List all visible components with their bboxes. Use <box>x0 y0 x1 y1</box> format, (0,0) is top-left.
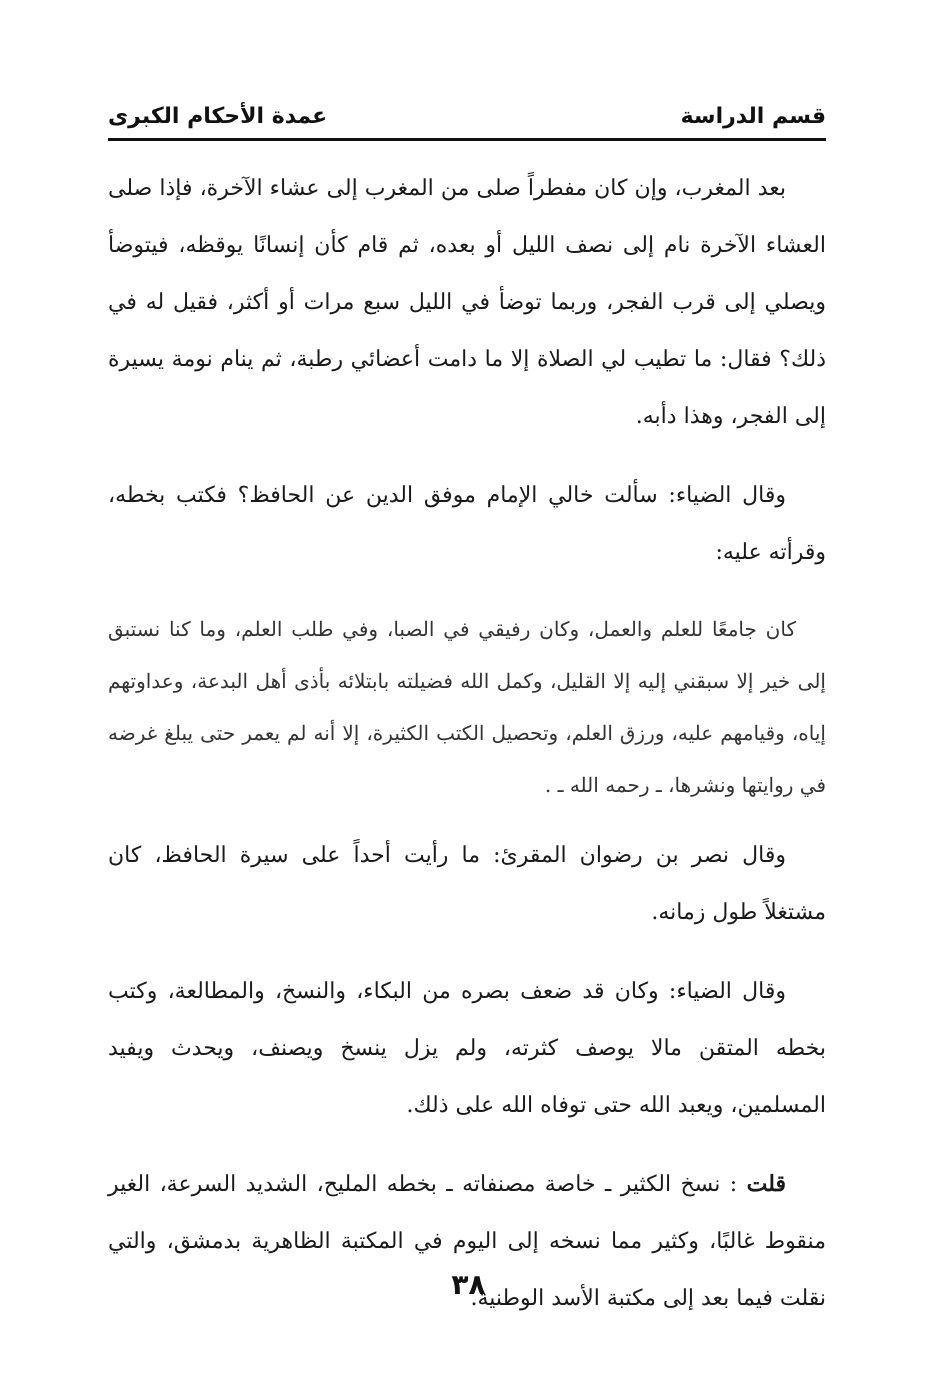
page-body <box>108 160 826 1349</box>
note-lead: قلت <box>746 1171 787 1197</box>
header-rule <box>108 138 826 141</box>
book-title: عمدة الأحكام الكبرى <box>108 103 328 129</box>
paragraph: وقال نصر بن رضوان المقرئ: ما رأيت أحداً على سيرة الحافظ، كان مشتغلاً طول زمانه. <box>108 843 826 925</box>
paragraph: بعد المغرب، وإن كان مفطراً صلى من المغرب إلى عشاء الآخرة، فإذا صلى العشاء الآخرة نام إلى نصف الليل أو بعده، ثم قام كأن إنسانًا يوقظه، فيتوضأ ويصلي إلى قرب الفجر، وربما توضأ في الليل سبع مرات أو أكثر، فقيل له في ذلك؟ فقال: ما تطيب لي الصلاة إلا ما دامت أعضائي رطبة، ثم ينام نومة يسيرة إلى الفجر، وهذا دأبه. <box>108 176 826 429</box>
page-number: ٣٨ <box>451 1268 486 1301</box>
quoted-passage: كان جامعًا للعلم والعمل، وكان رفيقي في الصبا، وفي طلب العلم، وما كنا نستبق إلى خير إلا سبقني إليه إلا القليل، وكمل الله فضيلته بابتلائه بأذى أهل البدعة، وعداوتهم إياه، وقيامهم عليه، ورزق العلم، وتحصيل الكتب الكثيرة، إلا أنه لم يعمر حتى يبلغ غرضه في روايتها ونشرها، ـ رحمه الله ـ . <box>108 617 826 797</box>
paragraph: وقال الضياء: وكان قد ضعف بصره من البكاء، والنسخ، والمطالعة، وكتب بخطه المتقن مالا يوصف كثرته، ولم يزل ينسخ ويصنف، ويحدث ويفيد المسلمين، ويعبد الله حتى توفاه الله على ذلك. <box>108 979 826 1118</box>
section-title: قسم الدراسة <box>680 103 826 129</box>
paragraph: وقال الضياء: سألت خالي الإمام موفق الدين عن الحافظ؟ فكتب بخطه، وقرأته عليه: <box>108 483 826 565</box>
running-header <box>108 96 826 136</box>
note-text: : نسخ الكثير ـ خاصة مصنفاته ـ بخطه المليح، الشديد السرعة، الغير منقوط غالبًا، وكثير مما نسخه إلى اليوم في المكتبة الظاهرية بدمشق، والتي نقلت فيما بعد إلى مكتبة الأسد الوطنية. <box>108 1172 826 1311</box>
author-note <box>108 1156 826 1327</box>
